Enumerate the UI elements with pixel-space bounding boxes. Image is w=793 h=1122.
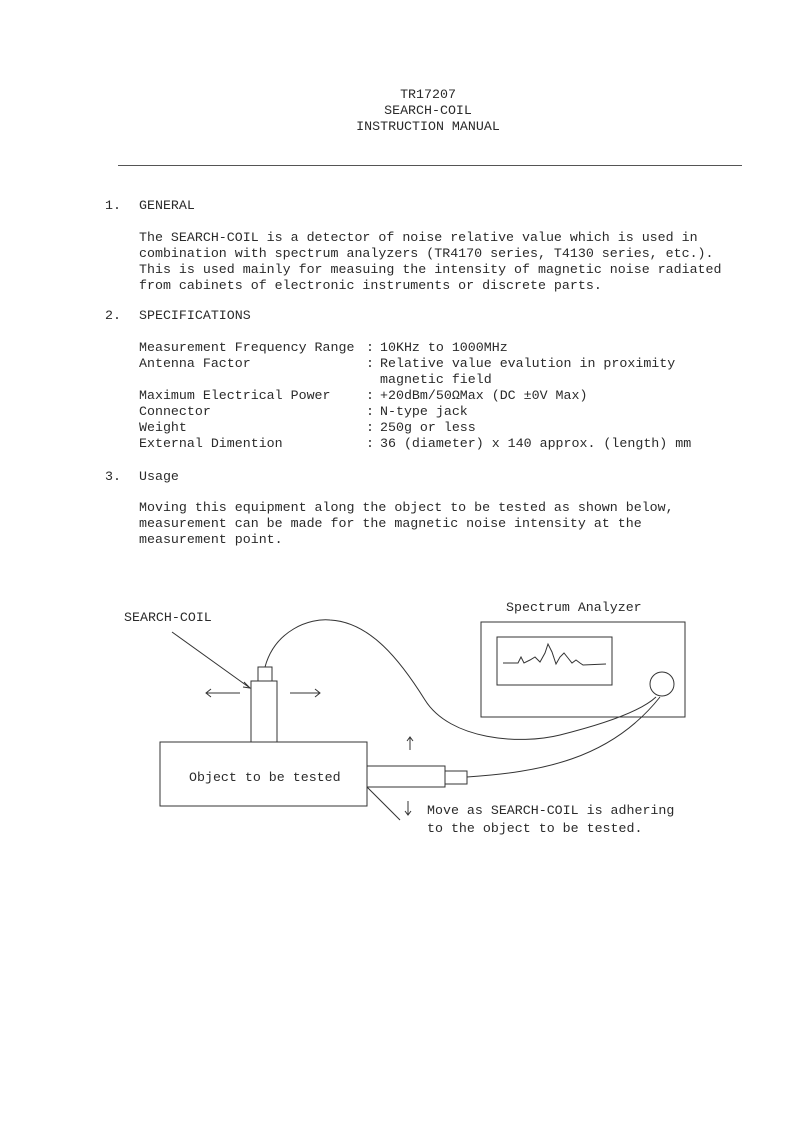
section-heading: GENERAL bbox=[139, 198, 195, 213]
spec-value: 36 (diameter) x 140 approx. (length) mm bbox=[380, 436, 692, 451]
coil-cable bbox=[265, 620, 656, 740]
section-number: 2. bbox=[105, 308, 121, 323]
spec-value-continued: magnetic field bbox=[380, 372, 492, 387]
spec-colon: : bbox=[366, 404, 374, 419]
search-coil-connector bbox=[258, 667, 272, 681]
spec-colon: : bbox=[366, 388, 374, 403]
side-coil-cable bbox=[467, 697, 660, 777]
spectrum-analyzer bbox=[481, 622, 685, 717]
spec-value: 250g or less bbox=[380, 420, 476, 435]
note-line: Move as SEARCH-COIL is adhering bbox=[427, 803, 675, 818]
spec-value: 10KHz to 1000MHz bbox=[380, 340, 508, 355]
section-heading: Usage bbox=[139, 469, 179, 484]
side-search-coil-connector bbox=[445, 771, 467, 784]
move-left-arrow bbox=[206, 689, 240, 697]
paragraph-line: This is used mainly for measuing the intensity of magnetic noise radiated bbox=[139, 262, 722, 277]
spec-label: External Dimention bbox=[139, 436, 283, 451]
input-connector-knob bbox=[650, 672, 674, 696]
spec-label: Weight bbox=[139, 420, 187, 435]
doc-title: SEARCH-COIL bbox=[384, 103, 472, 118]
paragraph-line: from cabinets of electronic instruments or discrete parts. bbox=[139, 278, 602, 293]
paragraph-line: measurement point. bbox=[139, 532, 283, 547]
move-right-arrow bbox=[290, 689, 320, 697]
move-up-arrow bbox=[407, 737, 413, 750]
search-coil-label: SEARCH-COIL bbox=[124, 610, 212, 625]
leader-line bbox=[172, 632, 250, 688]
paragraph-line: The SEARCH-COIL is a detector of noise relative value which is used in bbox=[139, 230, 698, 245]
paragraph-line: combination with spectrum analyzers (TR4170 series, T4130 series, etc.). bbox=[139, 246, 714, 261]
paragraph-line: Moving this equipment along the object to be tested as shown below, bbox=[139, 500, 674, 515]
search-coil-body bbox=[251, 681, 277, 742]
side-search-coil-body bbox=[367, 766, 445, 787]
section-number: 1. bbox=[105, 198, 121, 213]
spec-label: Connector bbox=[139, 404, 211, 419]
paragraph-line: measurement can be made for the magnetic noise intensity at the bbox=[139, 516, 642, 531]
leader-arrowhead bbox=[243, 682, 250, 688]
spec-label: Measurement Frequency Range bbox=[139, 340, 355, 355]
spectrum-analyzer-label: Spectrum Analyzer bbox=[506, 600, 642, 615]
object-label: Object to be tested bbox=[189, 770, 341, 785]
spectrum-trace bbox=[503, 644, 606, 665]
spec-value: N-type jack bbox=[380, 404, 468, 419]
note-line: to the object to be tested. bbox=[427, 821, 643, 836]
move-down-arrow bbox=[405, 801, 411, 815]
section-number: 3. bbox=[105, 469, 121, 484]
doc-subtitle: INSTRUCTION MANUAL bbox=[356, 119, 500, 134]
spec-value: Relative value evalution in proximity bbox=[380, 356, 676, 371]
spec-value: +20dBm/50ΩMax (DC ±0V Max) bbox=[380, 388, 588, 403]
spec-label: Maximum Electrical Power bbox=[139, 388, 331, 403]
leader-line bbox=[367, 787, 400, 820]
spec-colon: : bbox=[366, 436, 374, 451]
spec-colon: : bbox=[366, 340, 374, 355]
section-heading: SPECIFICATIONS bbox=[139, 308, 251, 323]
spec-label: Antenna Factor bbox=[139, 356, 251, 371]
doc-number: TR17207 bbox=[400, 87, 456, 102]
spec-colon: : bbox=[366, 356, 374, 371]
spec-colon: : bbox=[366, 420, 374, 435]
